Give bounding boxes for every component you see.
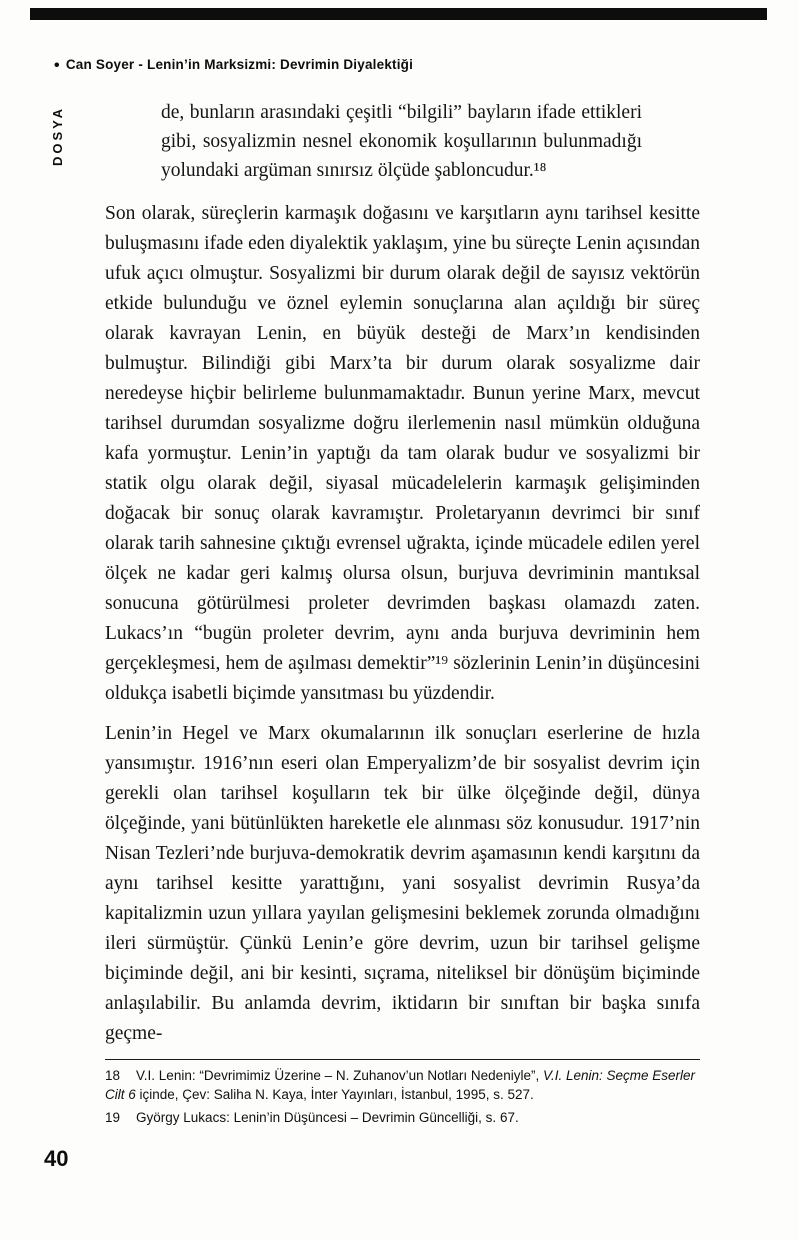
- body-paragraph: Lenin’in Hegel ve Marx okumalarının ilk sonuçları eserlerine de hızla yansımıştır. 1916’nın eseri olan Emperyalizm’de bir sosyalist devrim için gerekli olan tarihsel koşulların tek bir ülke ölçeğinde değil, dünya ölçeğinde, yani bütünlükten hareketle ele alınması söz konusudur. 1917’nin Nisan Tezleri’nde burjuva-demokratik devrim aşamasının kendi karşıtını da aynı tarihsel kesitte yarattığını, yani sosyalist devrimin Rusya’da kapitalizmin uzun yıllara yayılan gelişmesini beklemek zorunda olmadığını ileri sürmüştür. Çünkü Lenin’e göre devrim, uzun bir tarihsel gelişme biçiminde değil, ani bir kesinti, sıçrama, niteliksel bir dönüşüm biçiminde anlaşılabilir. Bu anlamda devrim, iktidarın bir sınıftan bir başka sınıfa geçme-: [105, 723, 700, 1044]
- footnote-text: György Lukacs: Lenin’in Düşüncesi – Devrimin Güncelliği, s. 67.: [136, 1110, 519, 1125]
- header-bullet: •: [54, 57, 60, 74]
- footnote: [105, 1108, 700, 1127]
- footnote: [105, 1066, 700, 1104]
- footnote-text: V.I. Lenin: “Devrimimiz Üzerine – N. Zuhanov’un Notları Nedeniyle”,: [136, 1068, 543, 1083]
- footnote-number: 19: [105, 1110, 121, 1125]
- header-book-title: Lenin’in Marksizmi: Devrimin Diyalektiği: [147, 57, 414, 72]
- body-paragraph: Son olarak, süreçlerin karmaşık doğasını ve karşıtların aynı tarihsel kesitte buluşmasını ifade eden diyalektik yaklaşım, yine bu süreçte Lenin açısından ufuk açıcı olmuştur. Sosyalizmi bir durum olarak değil de sayısız vektörün etkide bulunduğu ve öznel eylemin sonuçlarına alan açıldığı bir süreç olarak kavrayan Lenin, en büyük desteği de Marx’ın kendisinden bulmuştur. Bilindiği gibi Marx’ta bir durum olarak sosyalizme dair neredeyse hiçbir belirleme bulunmamaktadır. Bunun yerine Marx, mevcut tarihsel durumdan sosyalizme doğru ilerlemenin nasıl mümkün olduğuna kafa yormuştur. Lenin’in yaptığı da tam olarak budur ve sosyalizmi bir statik olgu olarak değil, siyasal mücadelelerin karmaşık gelişiminden doğacak bir sonuç olarak kavramıştır. Proletaryanın devrimci bir sınıf olarak tarih sahnesine çıktığı evrensel uğrakta, içinde mücadele edilen yerel ölçek ne kadar geri kalmış olursa olsun, burjuva devriminin mantıksal sonucuna götürülmesi proleter devrimden başkası olamazdı zaten. Lukacs’ın “bugün proleter devrim, aynı anda burjuva devriminin hem gerçekleşmesi, hem de aşılması demektir”¹⁹ sözlerinin Lenin’in düşüncesini oldukça isabetli biçimde yansıtması bu yüzdendir.: [105, 203, 700, 704]
- page-content: [105, 98, 700, 1131]
- sidebar-vertical-label: DOSYA: [50, 105, 65, 166]
- blockquote: de, bunların arasındaki çeşitli “bilgili” bayların ifade ettikleri gibi, sosyalizmin nesnel ekonomik koşullarının bulunmadığı yolundaki argüman sınırsız ölçüde şabloncudur.¹⁸: [161, 102, 642, 181]
- footnote-number: 18: [105, 1068, 121, 1083]
- footnotes-section: [105, 1059, 700, 1127]
- page-number: 40: [44, 1146, 69, 1171]
- header-author: Can Soyer -: [65, 57, 147, 72]
- top-rule-bar: [30, 8, 767, 20]
- footnote-text-italic: V.I. Lenin: Seçme Eserler Cilt 6: [105, 1068, 696, 1102]
- footnote-text: içinde, Çev: Saliha N. Kaya, İnter Yayınları, İstanbul, 1995, s. 527.: [135, 1087, 534, 1102]
- running-header: [54, 57, 413, 75]
